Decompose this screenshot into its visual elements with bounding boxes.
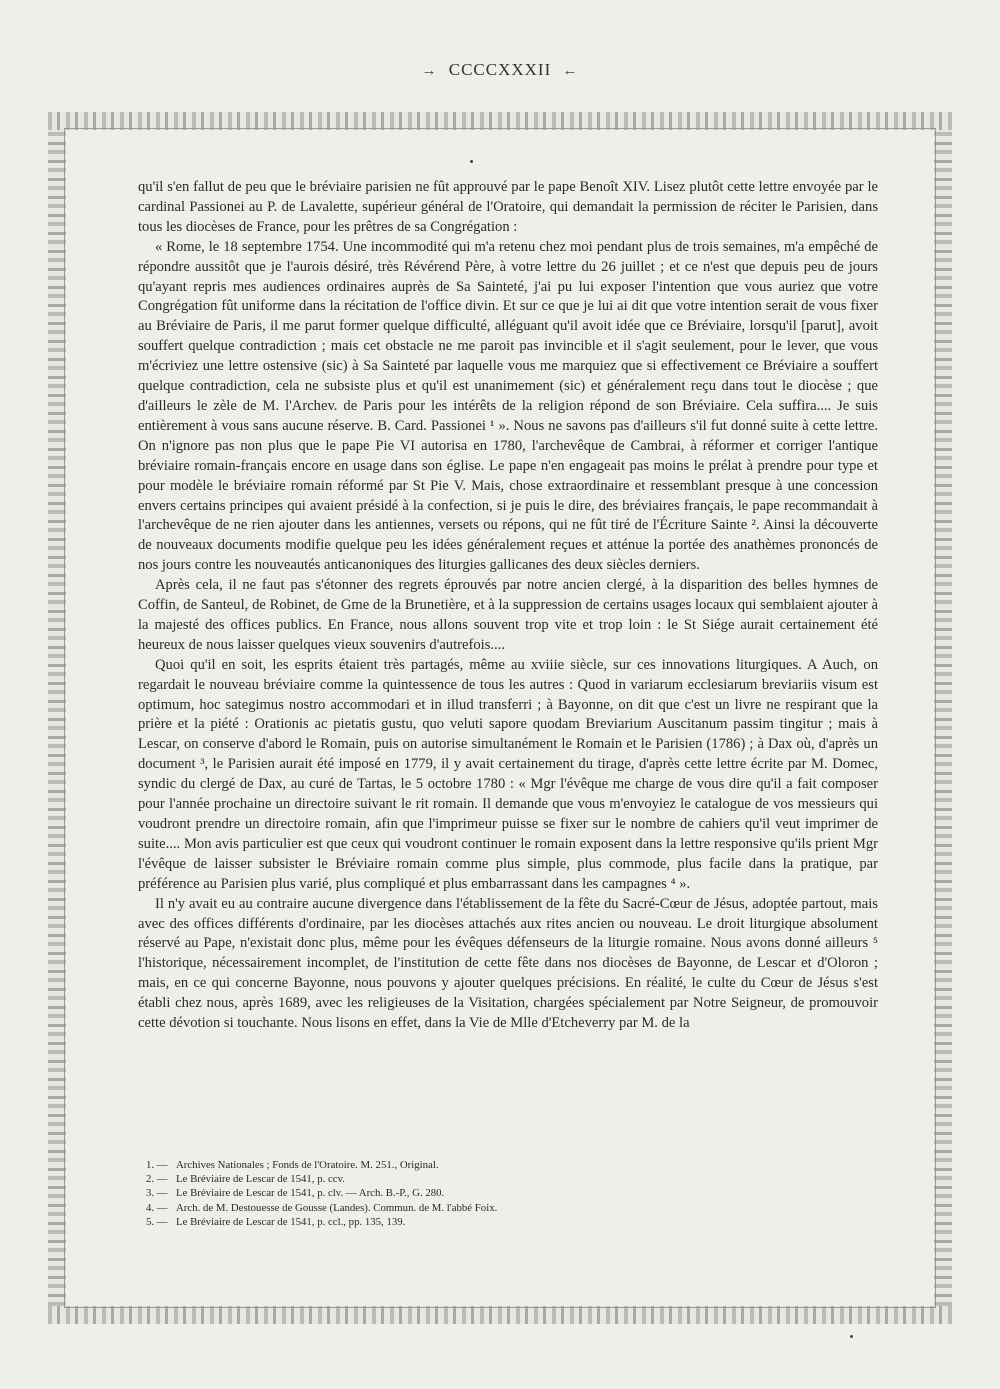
paragraph: qu'il s'en fallut de peu que le bréviaire parisien ne fût approuvé par le pape Benoît XIV. Lisez plutôt cette lettre envoyée par le cardinal Passionei au P. de Lavalette, supérieur général de l'Oratoire, qui demandait la permission de réciter le Parisien, dans tous les diocèses de France, pour les prêtres de sa Congrégation :: [138, 179, 878, 235]
paragraph: Quoi qu'il en soit, les esprits étaient très partagés, même au xviiie siècle, sur ces innovations liturgiques. A Auch, on regardait le nouveau bréviaire comme la quintessence de tous les autres : Quod in variarum ecclesiarum breviariis visum est optimum, hoc sategimus nostro accommodari et in illud transferri ; à Bayonne, on dit que c'est un livre ne respirant que la prière et la piété : Orationis ac pietatis gustu, quo veluti sapore quodam Breviarium Auscitanum passim tingitur ; mais à Lescar, on conserve d'abord le Romain, puis on autorise simultanément le Romain et le Parisien (1786) ; à Dax où, d'après un document ³, le Parisien aurait été imposé en 1779, il y avait certainement du tirage, d'après cette lettre écrite par M. Domec, syndic du clergé de Dax, au curé de Tartas, le 5 octobre 1780 : « Mgr l'évêque me charge de vous dire qu'il a fait composer pour l'année prochaine un directoire suivant le rit romain. Il demande que vous m'envoyiez le catalogue de vos messieurs qui voudront prendre un directoire romain, afin que l'imprimeur puisse se fixer sur le nombre de cahiers qu'il veut imprimer de suite.... Mon avis particulier est que ceux qui voudront continuer le romain exposent dans la lettre responsive qu'ils prient Mgr l'évêque de laisser subsister le Bréviaire romain comme plus simple, plus commode, plus facile dans la pratique, par préférence au Parisien plus varié, plus compliqué et plus embarrassant dans les campagnes ⁴ ».: [138, 656, 878, 892]
footnote-number: 3. —: [146, 1187, 168, 1200]
body-text: [138, 178, 878, 1034]
footnote-number: 4. —: [146, 1201, 168, 1214]
footnote: [146, 1186, 866, 1200]
ink-speck: [470, 160, 473, 163]
footnote-number: 1. —: [146, 1159, 168, 1171]
footnote-number: 5. —: [146, 1215, 168, 1228]
footnote-text: Archives Nationales ; Fonds de l'Oratoire. M. 251., Original.: [176, 1159, 439, 1171]
page-number: CCCCXXXII: [448, 60, 552, 79]
footnote: [146, 1215, 866, 1229]
arrow-right-ornament-icon: →: [421, 63, 438, 79]
footnote-number: 2. —: [146, 1173, 168, 1186]
page-header: [0, 60, 1000, 80]
footnote-text: Le Bréviaire de Lescar de 1541, p. clv. — Arch. B.-P., G. 280.: [176, 1187, 445, 1200]
arrow-left-ornament-icon: ←: [562, 63, 579, 79]
footnote-text: Arch. de M. Destouesse de Gousse (Landes). Commun. de M. l'abbé Foix.: [176, 1201, 498, 1214]
footnote-text: Le Bréviaire de Lescar de 1541, p. ccl., pp. 135, 139.: [176, 1215, 406, 1228]
footnote: [146, 1158, 866, 1172]
ink-speck: [850, 1335, 853, 1338]
footnote: [146, 1201, 866, 1215]
paragraph: Après cela, il ne faut pas s'étonner des regrets éprouvés par notre ancien clergé, à la disparition des belles hymnes de Coffin, de Santeul, de Robinet, de Gme de la Brunetière, et à la suppression de certains usages locaux qui semblaient ajouter à la majesté des offices publics. En France, nous allons souvent trop vite et trop loin : le St Siége aurait certainement été heureux de nous laisser quelques vieux souvenirs d'autrefois....: [138, 577, 878, 653]
footnotes: [146, 1158, 866, 1229]
footnote-text: Le Bréviaire de Lescar de 1541, p. ccv.: [176, 1173, 345, 1186]
paragraph: « Rome, le 18 septembre 1754. Une incommodité qui m'a retenu chez moi pendant plus de trois semaines, m'a empêché de répondre aussitôt que je l'aurois désiré, très Révérend Père, à votre lettre du 26 juillet ; et ce n'est que depuis peu de jours qu'ayant repris mes audiences ordinaires auprès de Sa Sainteté, j'ai pu lui exposer l'intention que vous auriez que votre Congrégation fût uniforme dans la récitation de l'office divin. Et sur ce que je lui ai dit que votre intention serait de vous fixer au Bréviaire de Paris, il me parut former quelque difficulté, alléguant qu'il avoit idée que ce Bréviaire, lorsqu'il [parut], avoit souffert quelque contradiction ; mais cet obstacle ne me paroit pas invincible et il s'agit seulement, pour le lever, que vous m'écriviez une lettre ostensive (sic) à Sa Sainteté par laquelle vous me marquiez que si effectivement ce Bréviaire a souffert quelque contradiction, cela ne subsiste plus et qu'il est unanimement (sic) et généralement reçu dans tout le diocèse ; que d'ailleurs le zèle de M. l'Archev. de Paris pour les intérêts de la religion répond de son Bréviaire. Cela suffira.... Je suis entièrement à vous sans aucune réserve. B. Card. Passionei ¹ ». Nous ne savons pas d'ailleurs s'il fut donné suite à cette lettre. On n'ignore pas non plus que le pape Pie VI autorisa en 1780, l'archevêque de Cambrai, à réformer et corriger l'antique bréviaire romain-français encore en usage dans son église. Le pape n'en engageait pas moins le prélat à prendre pour type et pour modèle le bréviaire romain réformé par St Pie V. Mais, chose extraordinaire et ressemblant presque à une concession envers certains principes qui avaient présidé à la confection, si je puis le dire, des bréviaires français, le pape recommandait à l'archevêque de ne rien ajouter dans les antiennes, versets ou répons, qui ne fût tiré de l'Écriture Sainte ². Ainsi la découverte de nouveaux documents modifie quelque peu les idées généralement reçues et atténue la portée des anathèmes prononcés de nos jours contre les nouveautés anticanoniques des liturgies gallicanes des deux siècles derniers.: [138, 238, 878, 574]
footnote: [146, 1172, 866, 1186]
paragraph: Il n'y avait eu au contraire aucune divergence dans l'établissement de la fête du Sacré-Cœur de Jésus, adoptée partout, mais avec des offices différents d'ordinaire, par les diocèses attachés aux rites ancien ou nouveau. Le droit liturgique absolument réservé au Pape, n'existait donc plus, même pour les évêques défenseurs de la liturgie romaine. Nous avons donné ailleurs ⁵ l'historique, nécessairement incomplet, de l'institution de cette fête dans nos diocèses de Bayonne, de Lescar et d'Oloron ; mais, en ce qui concerne Bayonne, nous pouvons y ajouter quelques précisions. En réalité, le culte du Cœur de Jésus s'est établi chez nous, après 1689, avec les religieuses de la Visitation, chargées spécialement par Notre Seigneur, de promouvoir cette dévotion si touchante. Nous lisons en effet, dans la Vie de Mlle d'Etcheverry par M. de la: [138, 895, 878, 1032]
